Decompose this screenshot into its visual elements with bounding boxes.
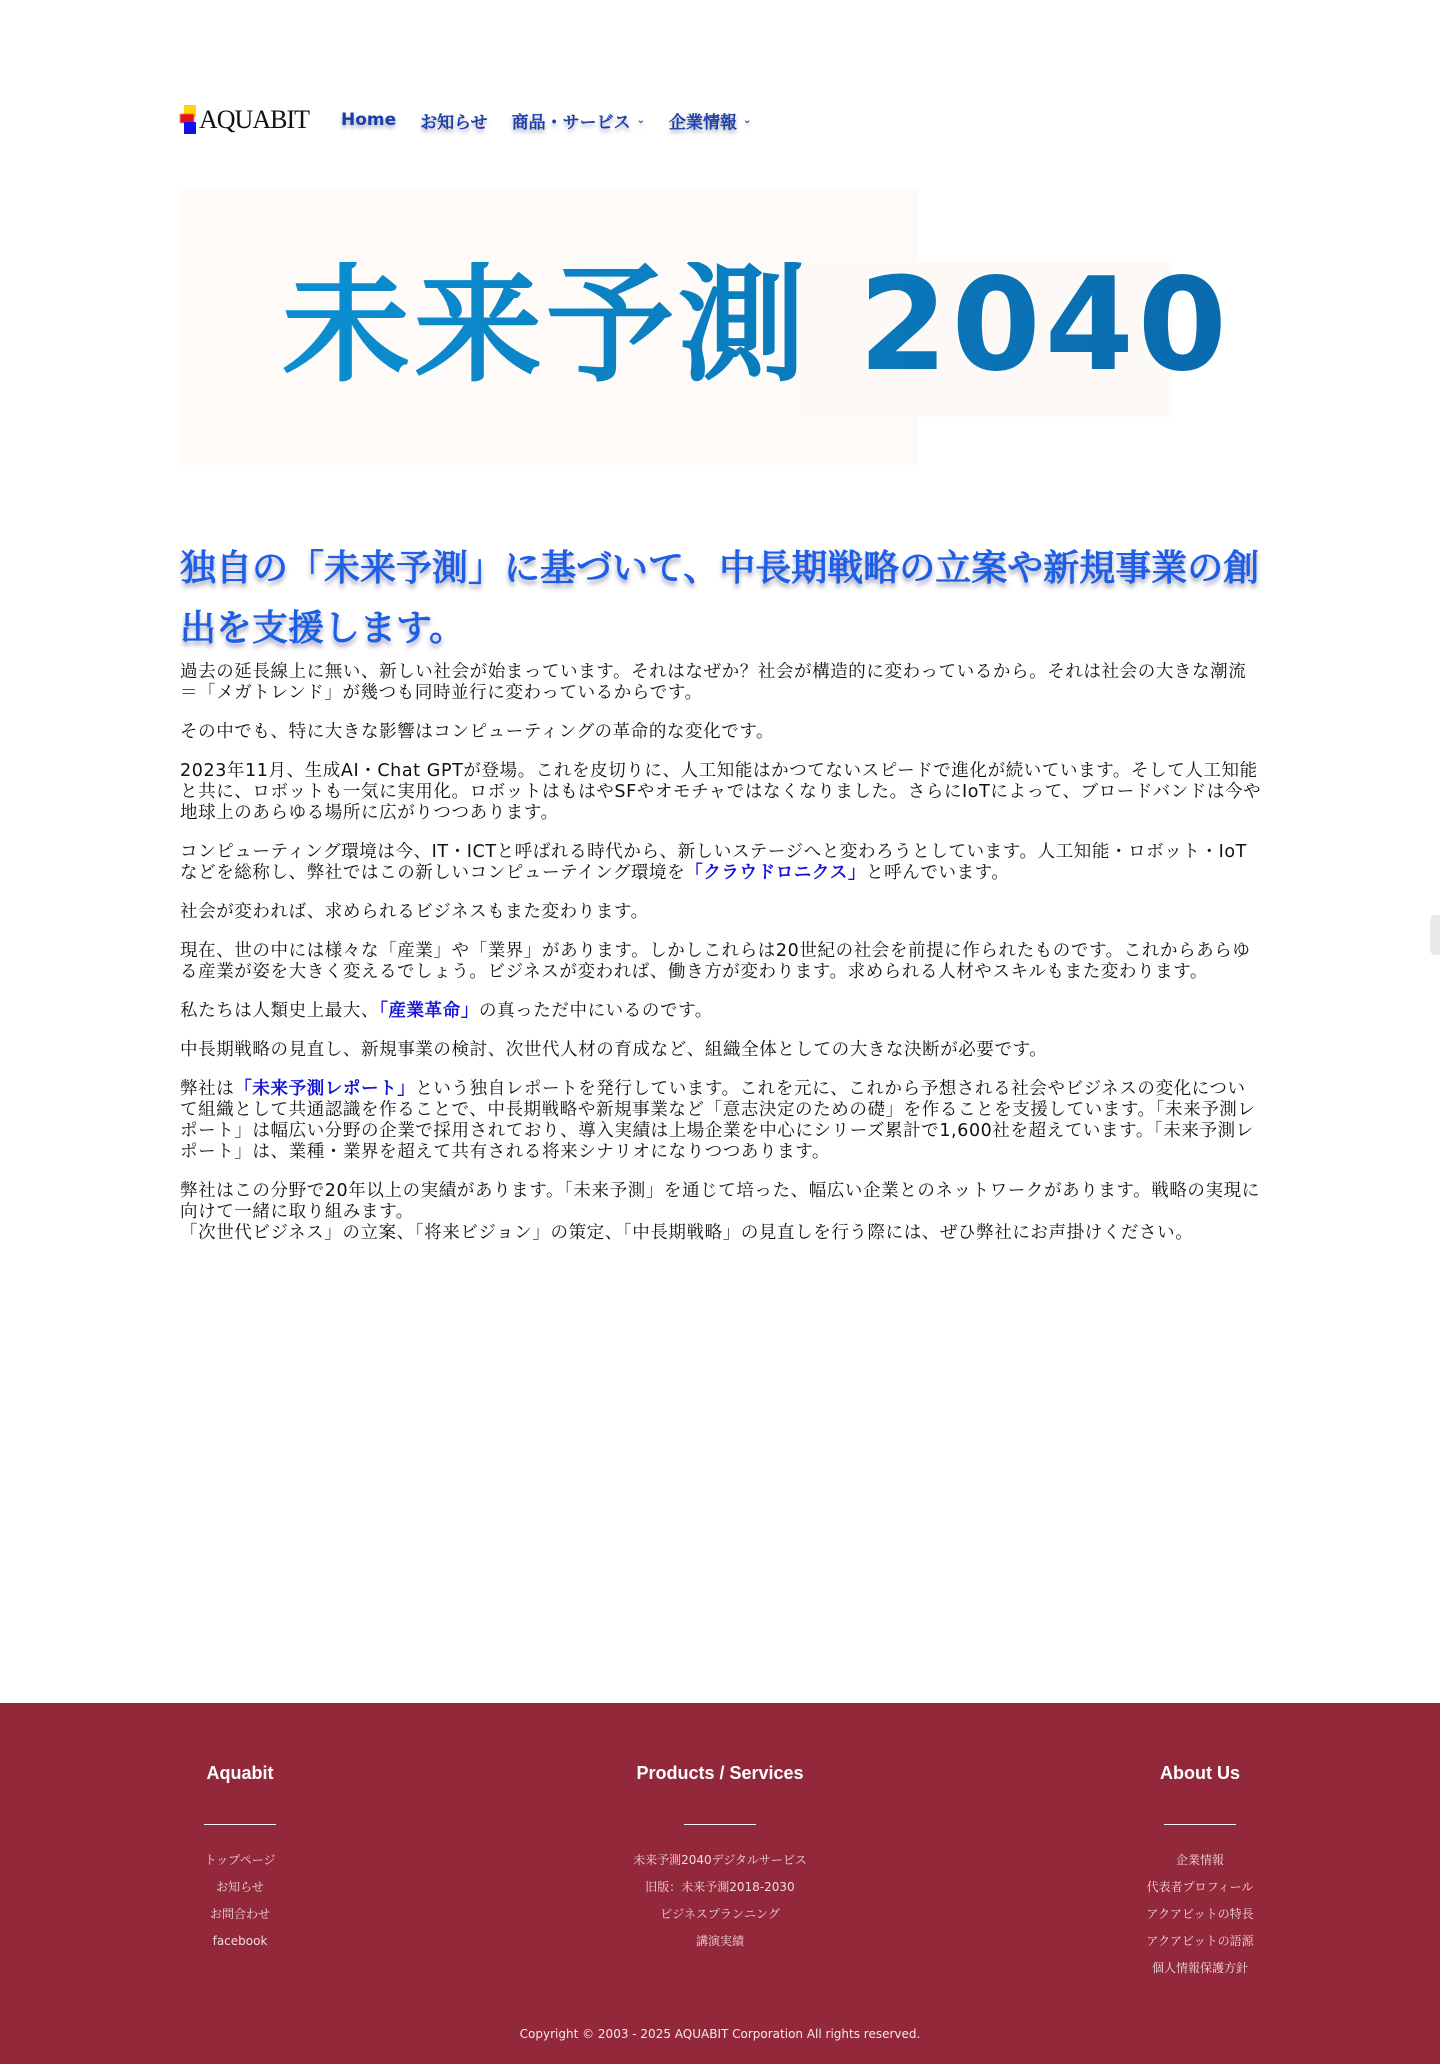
cloudronics-link[interactable]: 「クラウドロニクス」	[685, 863, 867, 883]
footer-link[interactable]: 個人情報保護方針	[1151, 1961, 1248, 1975]
footer-link[interactable]: お問合わせ	[209, 1907, 270, 1921]
site-footer	[0, 1703, 1440, 2064]
scrollbar-handle[interactable]	[1430, 915, 1440, 955]
footer-link[interactable]: 未来予測2040デジタルサービス	[633, 1853, 807, 1867]
footer-link[interactable]: ビジネスプランニング	[660, 1907, 780, 1921]
footer-link[interactable]: 旧版：未来予測2018-2030	[645, 1880, 795, 1894]
industrial-revolution-link[interactable]: 「産業革命」	[379, 1001, 479, 1021]
nav-home[interactable]	[341, 108, 396, 133]
paragraph: 過去の延長線上に無い、新しい社会が始まっています。それはなぜか？社会が構造的に変わっているから。それは社会の大きな潮流＝「メガトレンド」が幾つも同時並行に変わっているからです。	[180, 662, 1247, 703]
paragraph	[180, 1181, 1262, 1244]
nav-label: お知らせ	[420, 112, 488, 133]
footer-link[interactable]: 代表者プロフィール	[1146, 1880, 1254, 1894]
footer-link[interactable]: お知らせ	[216, 1880, 264, 1894]
text: と呼んでいます。	[866, 863, 1010, 883]
logo[interactable]	[180, 105, 309, 135]
text: コンピューティング環境は今、IT・ICTと呼ばれる時代から、新しいステージへと変わろうとしています。人工知能・ロボット・IoTなどを総称し、弊社ではこの新しいコンピューテイング環境を	[180, 842, 1247, 883]
footer-column-aquabit	[90, 1763, 390, 1955]
text: 「次世代ビジネス」の立案、「将来ビジョン」の策定、「中長期戦略」の見直しを行う際には、ぜひ弊社にお声掛けください。	[180, 1223, 1194, 1243]
nav-label: 商品・サービス	[511, 112, 631, 133]
main-content	[180, 662, 1262, 1262]
paragraph: 中長期戦略の見直し、新規事業の検討、次世代人材の育成など、組織全体としての大きな決断が必要です。	[180, 1040, 1048, 1060]
text: 弊社は	[180, 1079, 235, 1099]
divider	[204, 1824, 276, 1825]
footer-heading: Aquabit	[206, 1763, 274, 1783]
footer-link[interactable]: facebook	[212, 1934, 268, 1948]
paragraph: 2023年11月、生成AI・Chat GPTが登場。これを皮切りに、人工知能はかつてないスピードで進化が続いています。そして人工知能と共に、ロボットも一気に実用化。ロボットはもはやSFやオモチャではなくなりました。さらにIoTによって、ブロードバンドは今や地球上のあらゆる場所に広がりつつあります。	[180, 761, 1262, 823]
site-header	[180, 100, 751, 140]
future-report-link[interactable]: 「未来予測レポート」	[234, 1079, 416, 1099]
nav-news[interactable]	[420, 108, 488, 133]
paragraph	[180, 1001, 1262, 1022]
footer-link[interactable]: アクアビットの語源	[1146, 1934, 1254, 1948]
footer-heading: Products / Services	[636, 1763, 804, 1783]
divider	[1164, 1824, 1236, 1825]
main-nav	[341, 108, 751, 133]
footer-link[interactable]: トップページ	[204, 1853, 276, 1867]
text: 私たちは人類史上最大、	[180, 1001, 380, 1021]
chevron-down-icon: ⌄	[743, 114, 752, 126]
page-headline: 独自の「未来予測」に基づいて、中長期戦略の立案や新規事業の創出を支援します。	[180, 548, 1260, 650]
logo-text: AQUABIT	[199, 105, 309, 134]
logo-mark-icon	[180, 105, 198, 135]
text: という独自レポートを発行しています。これを元に、これから予想される社会やビジネスの変化について組織として共通認識を作ることで、中長期戦略や新規事業など「意志決定のための礎」を作ることを支援しています。「未来予測レポート」は幅広い分野の企業で採用されており、導入実績は上場企業を中心にシリーズ累計で1,600社を超えています。「未来予測レポート」は、業種・業界を超えて共有される将来シナリオになりつつあります。	[180, 1079, 1256, 1162]
footer-link[interactable]: 企業情報	[1175, 1853, 1224, 1867]
hero-title: 未来予測 2040	[282, 251, 1231, 400]
footer-heading: About Us	[1160, 1763, 1240, 1783]
nav-label: Home	[341, 110, 397, 130]
text: の真っただ中にいるのです。	[478, 1001, 713, 1021]
chevron-down-icon: ⌄	[636, 114, 646, 126]
paragraph	[180, 1079, 1262, 1163]
footer-link[interactable]: 講演実績	[695, 1934, 744, 1948]
divider	[684, 1824, 756, 1825]
copyright: Copyright © 2003 - 2025 AQUABIT Corporation All rights reserved.	[519, 2027, 921, 2041]
paragraph: 現在、世の中には様々な「産業」や「業界」があります。しかしこれらは20世紀の社会を前提に作られたものです。これからあらゆる産業が姿を大きく変えるでしょう。ビジネスが変われば、働き方が変わります。求められる人材やスキルもまた変わります。	[180, 941, 1251, 982]
nav-products-services[interactable]	[512, 108, 645, 133]
nav-company-info[interactable]	[669, 108, 751, 133]
paragraph: その中でも、特に大きな影響はコンピューティングの革命的な変化です。	[180, 722, 775, 742]
footer-link[interactable]: アクアビットの特長	[1146, 1907, 1254, 1921]
footer-column-about	[1050, 1763, 1350, 1982]
paragraph	[180, 842, 1262, 884]
footer-column-products	[570, 1763, 870, 1955]
text: 弊社はこの分野で20年以上の実績があります。「未来予測」を通じて培った、幅広い企業とのネットワークがあります。戦略の実現に向けて一緒に取り組みます。	[180, 1181, 1260, 1222]
paragraph: 社会が変われば、求められるビジネスもまた変わります。	[180, 902, 649, 922]
nav-label: 企業情報	[669, 112, 738, 133]
